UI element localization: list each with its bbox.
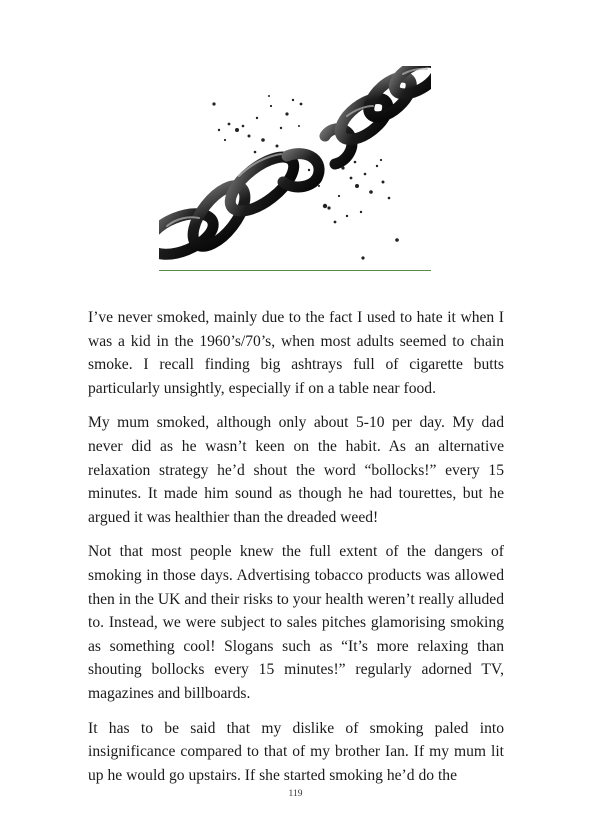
broken-chain-image <box>159 66 431 271</box>
paragraph: My mum smoked, although only about 5-10 per day. My dad never did as he wasn’t keen on the habit. As an alternative relaxation strategy he’d shout the word “bollocks!” every 15 minutes. It made him sound as though he had tourettes, but he argued it was healthier than the dreaded weed! <box>88 414 504 526</box>
broken-chain-icon <box>159 66 431 271</box>
paragraph: It has to be said that my dislike of smoking paled into insignificance compared to that of my brother Ian. If my mum lit up he would go upstairs. If she started smoking he’d do the <box>88 719 504 784</box>
paragraph: I’ve never smoked, mainly due to the fact I used to hate it when I was a kid in the 1960’s/70’s, when most adults seemed to chain smoke. I recall finding big ashtrays full of cigarette butts particularly unsightly, especially if on a table near food. <box>88 309 504 397</box>
page-number: 119 <box>288 789 303 799</box>
body-text <box>88 306 504 798</box>
figure-underline <box>159 270 431 271</box>
paragraph: Not that most people knew the full extent of the dangers of smoking in those days. Advertising tobacco products was allowed then in the UK and their risks to your health weren’t really alluded to. Instead, we were subject to sales pitches glamorising smoking as something cool! Slogans such as “It’s more relaxing than shouting bollocks every 15 minutes!” regularly adorned TV, magazines and billboards. <box>88 543 504 702</box>
